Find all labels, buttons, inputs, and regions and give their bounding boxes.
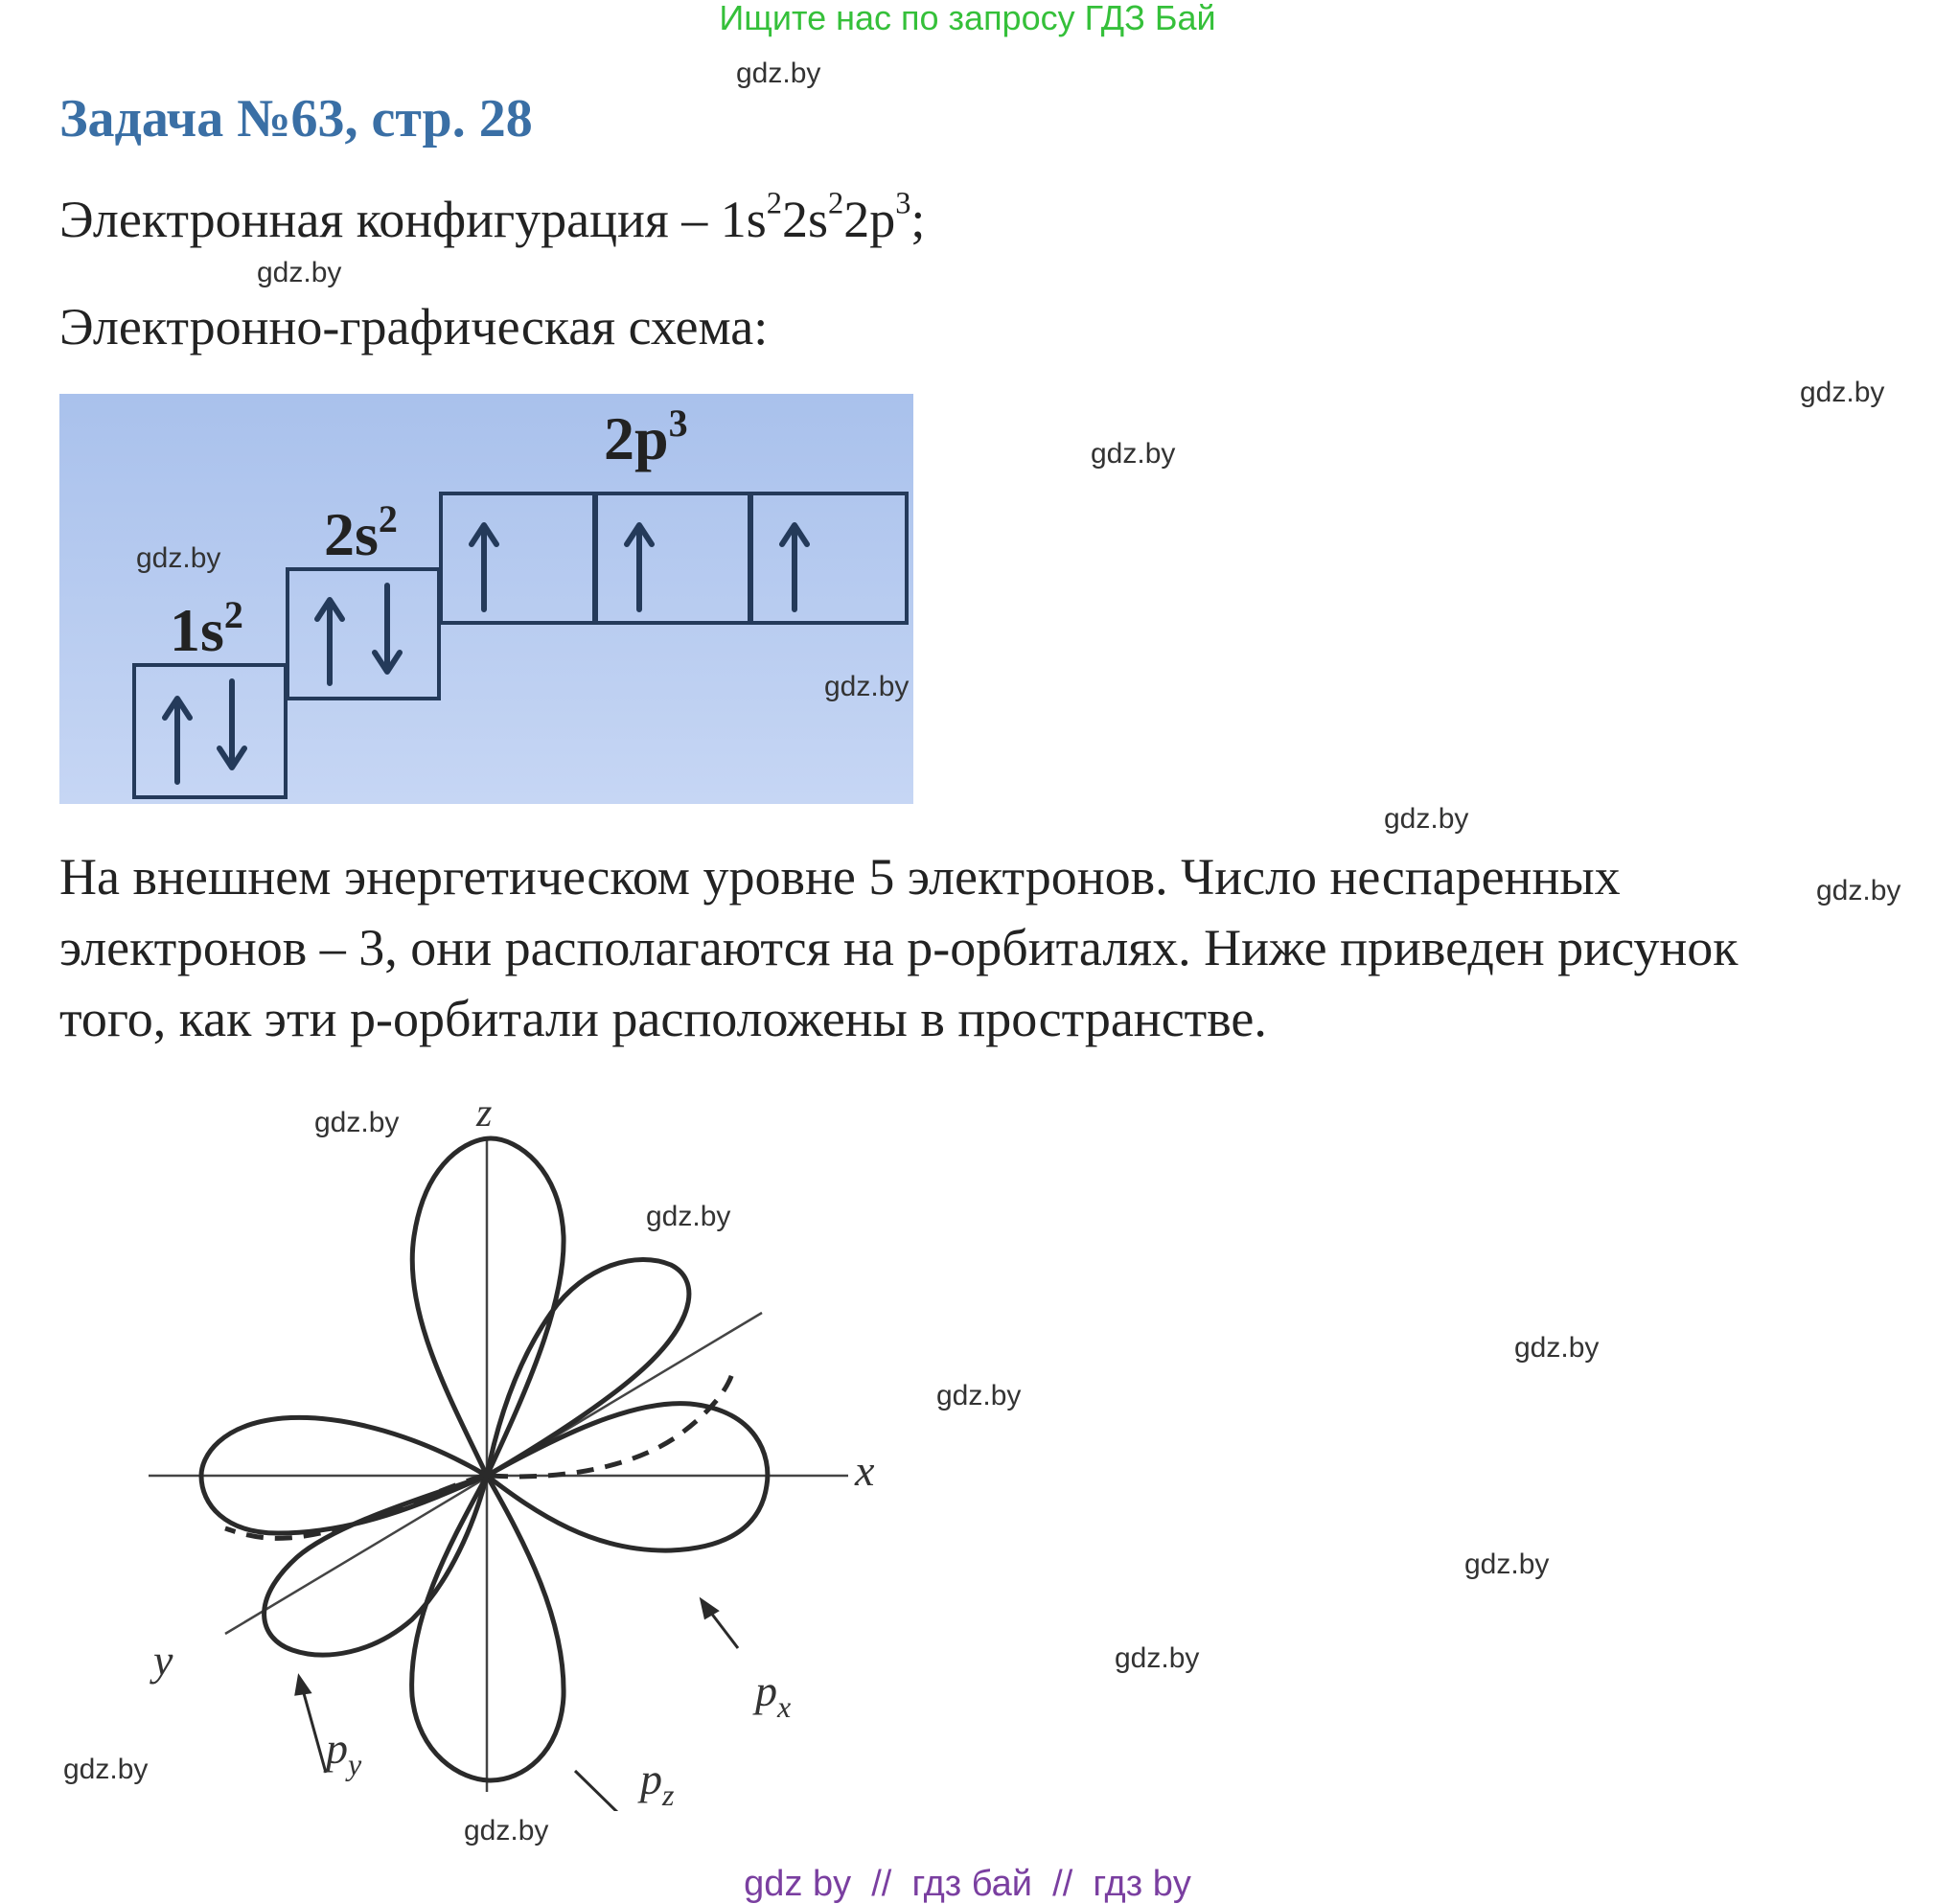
watermark: gdz.by xyxy=(1816,875,1901,906)
watermark: gdz.by xyxy=(464,1815,549,1847)
py-pointer xyxy=(302,1686,326,1773)
watermark: gdz.by xyxy=(1514,1332,1600,1364)
task-title: Задача №63, стр. 28 xyxy=(59,89,533,149)
top-banner[interactable]: Ищите нас по запросу ГДЗ Бай xyxy=(719,0,1216,37)
arrow-head-icon xyxy=(296,1677,310,1694)
paragraph-line: На внешнем энергетическом уровне 5 электронов. Число неспаренных xyxy=(59,848,1621,906)
config-sup-2s: 2 xyxy=(828,186,844,221)
label-2p: $2p^3$ xyxy=(604,401,688,472)
watermark: gdz.by xyxy=(736,57,821,89)
py-back-lobe xyxy=(487,1259,689,1476)
axis-label-z: z xyxy=(476,1091,493,1136)
config-sup-1s: 2 xyxy=(766,186,782,221)
label-2s: $2s^2$ xyxy=(324,497,398,568)
watermark: gdz.by xyxy=(63,1754,149,1785)
config-term-2p: 2p xyxy=(843,191,896,248)
p-orbitals-figure xyxy=(134,1083,958,1811)
watermark: gdz.by xyxy=(936,1380,1022,1411)
label-pz: $p_z$ xyxy=(640,1755,675,1811)
watermark: gdz.by xyxy=(1091,438,1176,470)
electron-configuration xyxy=(59,186,926,249)
watermark: gdz.by xyxy=(136,542,221,574)
watermark: gdz.by xyxy=(257,257,342,288)
watermark: gdz.by xyxy=(1800,377,1885,408)
config-sup-2p: 3 xyxy=(895,186,911,221)
explanation-paragraph xyxy=(59,841,1909,1054)
scheme-label: Электронно-графическая схема: xyxy=(59,298,769,356)
watermark: gdz.by xyxy=(824,671,910,702)
axis-label-y: y xyxy=(153,1636,173,1685)
watermark: gdz.by xyxy=(1464,1548,1550,1580)
config-term-2s: 2s xyxy=(781,191,828,248)
pz-pointer xyxy=(575,1771,618,1811)
label-1s: $1s^2$ xyxy=(170,593,243,664)
py-front-lobe xyxy=(265,1476,487,1655)
config-suffix: ; xyxy=(910,191,926,248)
paragraph-line: того, как эти p-орбитали расположены в пространстве. xyxy=(59,990,1267,1047)
watermark: gdz.by xyxy=(1384,803,1469,835)
paragraph-line: электронов – 3, они располагаются на p-орбиталях. Ниже приведен рисунок xyxy=(59,919,1739,976)
footer-links[interactable]: gdz by // гдз бай // гдз by xyxy=(744,1864,1191,1904)
label-py: $p_y$ xyxy=(326,1724,362,1781)
arrow-head-icon xyxy=(702,1600,717,1617)
electron-graphic-scheme xyxy=(59,394,913,804)
config-prefix: Электронная конфигурация – xyxy=(59,191,721,248)
config-term-1s: 1s xyxy=(720,191,767,248)
dashed-back-curve-left xyxy=(225,1476,483,1538)
watermark: gdz.by xyxy=(1115,1642,1200,1674)
watermark: gdz.by xyxy=(646,1201,731,1232)
label-px: $p_x$ xyxy=(755,1666,792,1724)
axis-label-x: x xyxy=(855,1446,875,1495)
watermark: gdz.by xyxy=(314,1107,400,1138)
